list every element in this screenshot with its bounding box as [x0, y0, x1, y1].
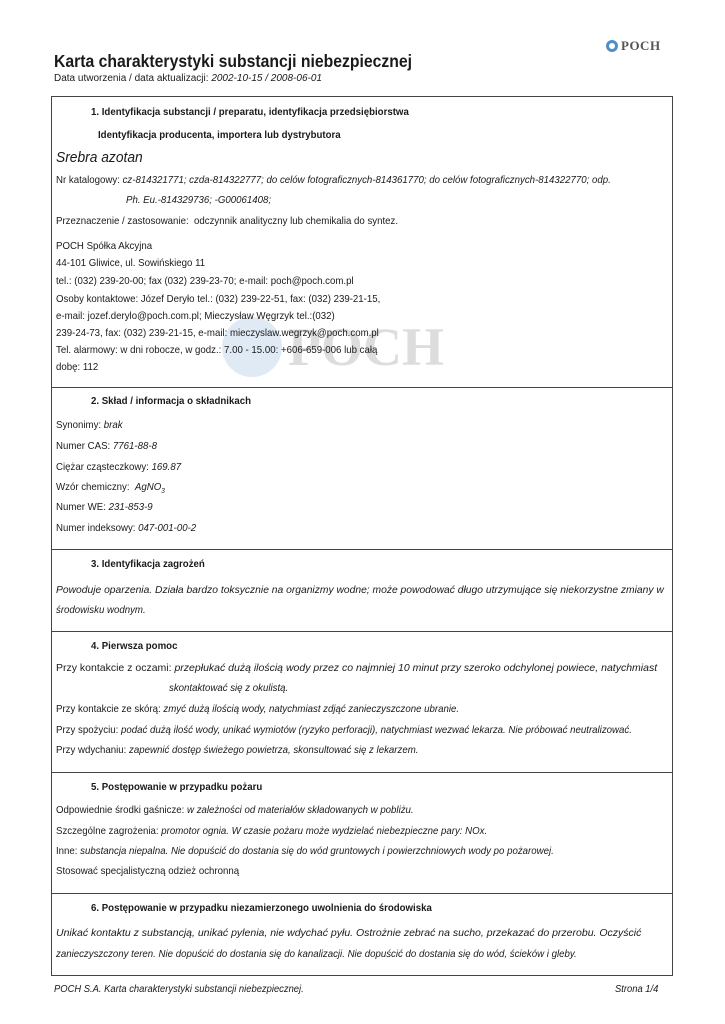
section-3-heading: 3. Identyfikacja zagrożeń	[91, 558, 205, 570]
section-4-heading: 4. Pierwsza pomoc	[91, 640, 178, 652]
release-line-1: Unikać kontaktu z substancją, unikać pylenia, nie wdychać pyłu. Ostrożnie zebrać na sucho, przekazać do przerobu. Oczyścić	[56, 927, 642, 939]
formula-line	[56, 481, 165, 495]
section-1-heading: 1. Identyfikacja substancji / preparatu, identyfikacja przedsiębiorstwa	[91, 106, 409, 118]
we-label: Numer WE:	[56, 501, 106, 513]
address-line: dobę: 112	[56, 361, 99, 373]
synonyms-label: Synonimy:	[56, 419, 102, 431]
address-line: POCH Spółka Akcyjna	[56, 240, 153, 252]
synonyms-value: brak	[103, 419, 123, 431]
eyes-line	[56, 662, 657, 674]
index-value: 047-001-00-2	[138, 522, 197, 534]
inhalation-label: Przy wdychaniu:	[56, 744, 127, 756]
purpose-line	[56, 215, 398, 227]
catalog-value-2: Ph. Eu.-814329736; -G00061408;	[126, 194, 272, 206]
hazards-line-2: środowisku wodnym.	[56, 604, 146, 616]
hazards-line-1: Powoduje oparzenia. Działa bardzo toksycznie na organizmy wodne; może powodować długo utrzymujące się niekorzystne zmiany w	[56, 584, 664, 596]
special-hazards-label: Szczególne zagrożenia:	[56, 825, 159, 837]
address-line: tel.: (032) 239-20-00; fax (032) 239-23-70; e-mail: poch@poch.com.pl	[56, 275, 354, 287]
address-line: 239-24-73, fax: (032) 239-21-15, e-mail: mieczyslaw.wegrzyk@poch.com.pl	[56, 327, 379, 339]
footer-document-name: POCH S.A. Karta charakterystyki substancji niebezpiecznej.	[54, 984, 304, 995]
address-line: e-mail: jozef.derylo@poch.com.pl; Mieczysław Węgrzyk tel.:(032)	[56, 310, 335, 322]
address-line: Tel. alarmowy: w dni robocze, w godz.: 7.00 - 15.00: +606-659-006 lub całą	[56, 344, 378, 356]
date-label: Data utworzenia / data aktualizacji:	[54, 73, 209, 84]
extinguishing-label: Odpowiednie środki gaśnicze:	[56, 804, 185, 816]
poch-logo-icon	[606, 40, 618, 52]
cas-line	[56, 440, 157, 452]
ingestion-label: Przy spożyciu:	[56, 724, 119, 736]
section-4	[52, 631, 672, 772]
cas-label: Numer CAS:	[56, 440, 111, 452]
section-6	[52, 893, 672, 975]
purpose-label: Przeznaczenie / zastosowanie:	[56, 215, 189, 227]
section-3	[52, 549, 672, 631]
section-1	[52, 97, 672, 387]
footer-page-number: Strona 1/4	[615, 984, 659, 995]
special-hazards-line	[56, 825, 487, 837]
other-value: substancja niepalna. Nie dopuścić do dostania się do wód gruntowych i powierzchniowych wody po pożarowej.	[80, 845, 554, 857]
index-label: Numer indeksowy:	[56, 522, 136, 534]
purpose-value: odczynnik analityczny lub chemikalia do syntez.	[194, 215, 399, 227]
molecular-weight-value: 169.87	[151, 461, 182, 473]
date-value: 2002-10-15 / 2008-06-01	[211, 73, 322, 84]
eyes-label: Przy kontakcie z oczami:	[56, 662, 172, 674]
section-1-subheading: Identyfikacja producenta, importera lub dystrybutora	[98, 129, 341, 141]
index-line	[56, 522, 196, 534]
poch-logo	[606, 38, 661, 54]
skin-line	[56, 703, 459, 715]
special-hazards-value: promotor ognia. W czasie pożaru może wydzielać niebezpieczne pary: NOx.	[161, 825, 488, 837]
catalog-value-1: cz-814321771; czda-814322777; do celów fotograficznych-814361770; do celów fotograficznych-814322770; odp.	[122, 174, 611, 186]
document-date	[54, 73, 322, 84]
formula-subscript: 3	[161, 488, 165, 496]
we-line	[56, 501, 153, 513]
extinguishing-value: w zależności od materiałów składowanych w pobliżu.	[187, 804, 414, 816]
section-2-heading: 2. Skład / informacja o składnikach	[91, 395, 251, 407]
document-title: Karta charakterystyki substancji niebezpiecznej	[54, 51, 413, 71]
catalog-label: Nr katalogowy:	[56, 174, 120, 186]
eyes-value-1: przepłukać dużą ilością wody przez co najmniej 10 minut przy szeroko odchylonej powiece, natychmiast	[174, 662, 658, 674]
substance-name: Srebra azotan	[56, 149, 143, 166]
section-6-heading: 6. Postępowanie w przypadku niezamierzonego uwolnienia do środowiska	[91, 902, 432, 914]
document-frame	[51, 96, 673, 976]
watermark-text: POCH	[288, 317, 444, 377]
formula-main: AgNO	[134, 481, 162, 493]
other-line	[56, 845, 554, 857]
we-value: 231-853-9	[108, 501, 153, 513]
section-5-heading: 5. Postępowanie w przypadku pożaru	[91, 781, 263, 793]
cas-value: 7761-88-8	[112, 440, 157, 452]
ingestion-value: podać dużą ilość wody, unikać wymiotów (ryzyko perforacji), natychmiast wezwać lekarza. Nie próbować neutralizować.	[120, 724, 632, 736]
address-line: Osoby kontaktowe: Józef Deryło tel.: (032) 239-22-51, fax: (032) 239-21-15,	[56, 293, 381, 305]
other-label: Inne:	[56, 845, 78, 857]
molecular-weight-label: Ciężar cząsteczkowy:	[56, 461, 149, 473]
catalog-line-1	[56, 174, 611, 186]
inhalation-line	[56, 744, 418, 756]
molecular-weight-line	[56, 461, 181, 473]
inhalation-value: zapewnić dostęp świeżego powietrza, skonsultować się z lekarzem.	[129, 744, 419, 756]
ingestion-line	[56, 724, 632, 736]
skin-label: Przy kontakcie ze skórą:	[56, 703, 161, 715]
formula-label: Wzór chemiczny:	[56, 481, 130, 493]
synonyms-line	[56, 419, 123, 431]
skin-value: zmyć dużą ilością wody, natychmiast zdjąć zanieczyszczone ubranie.	[163, 703, 460, 715]
release-line-2: zanieczyszczony teren. Nie dopuścić do dostania się do kanalizacji. Nie dopuścić do dostania się do wód, ścieków i gleby.	[56, 948, 577, 960]
section-5	[52, 772, 672, 893]
logo-text: POCH	[621, 38, 661, 53]
address-line: 44-101 Gliwice, ul. Sowińskiego 11	[56, 257, 206, 269]
protective-clothing-line: Stosować specjalistyczną odzież ochronną	[56, 865, 240, 877]
eyes-value-2: skontaktować się z okulistą.	[169, 682, 289, 694]
section-2	[52, 387, 672, 549]
extinguishing-line	[56, 804, 414, 816]
